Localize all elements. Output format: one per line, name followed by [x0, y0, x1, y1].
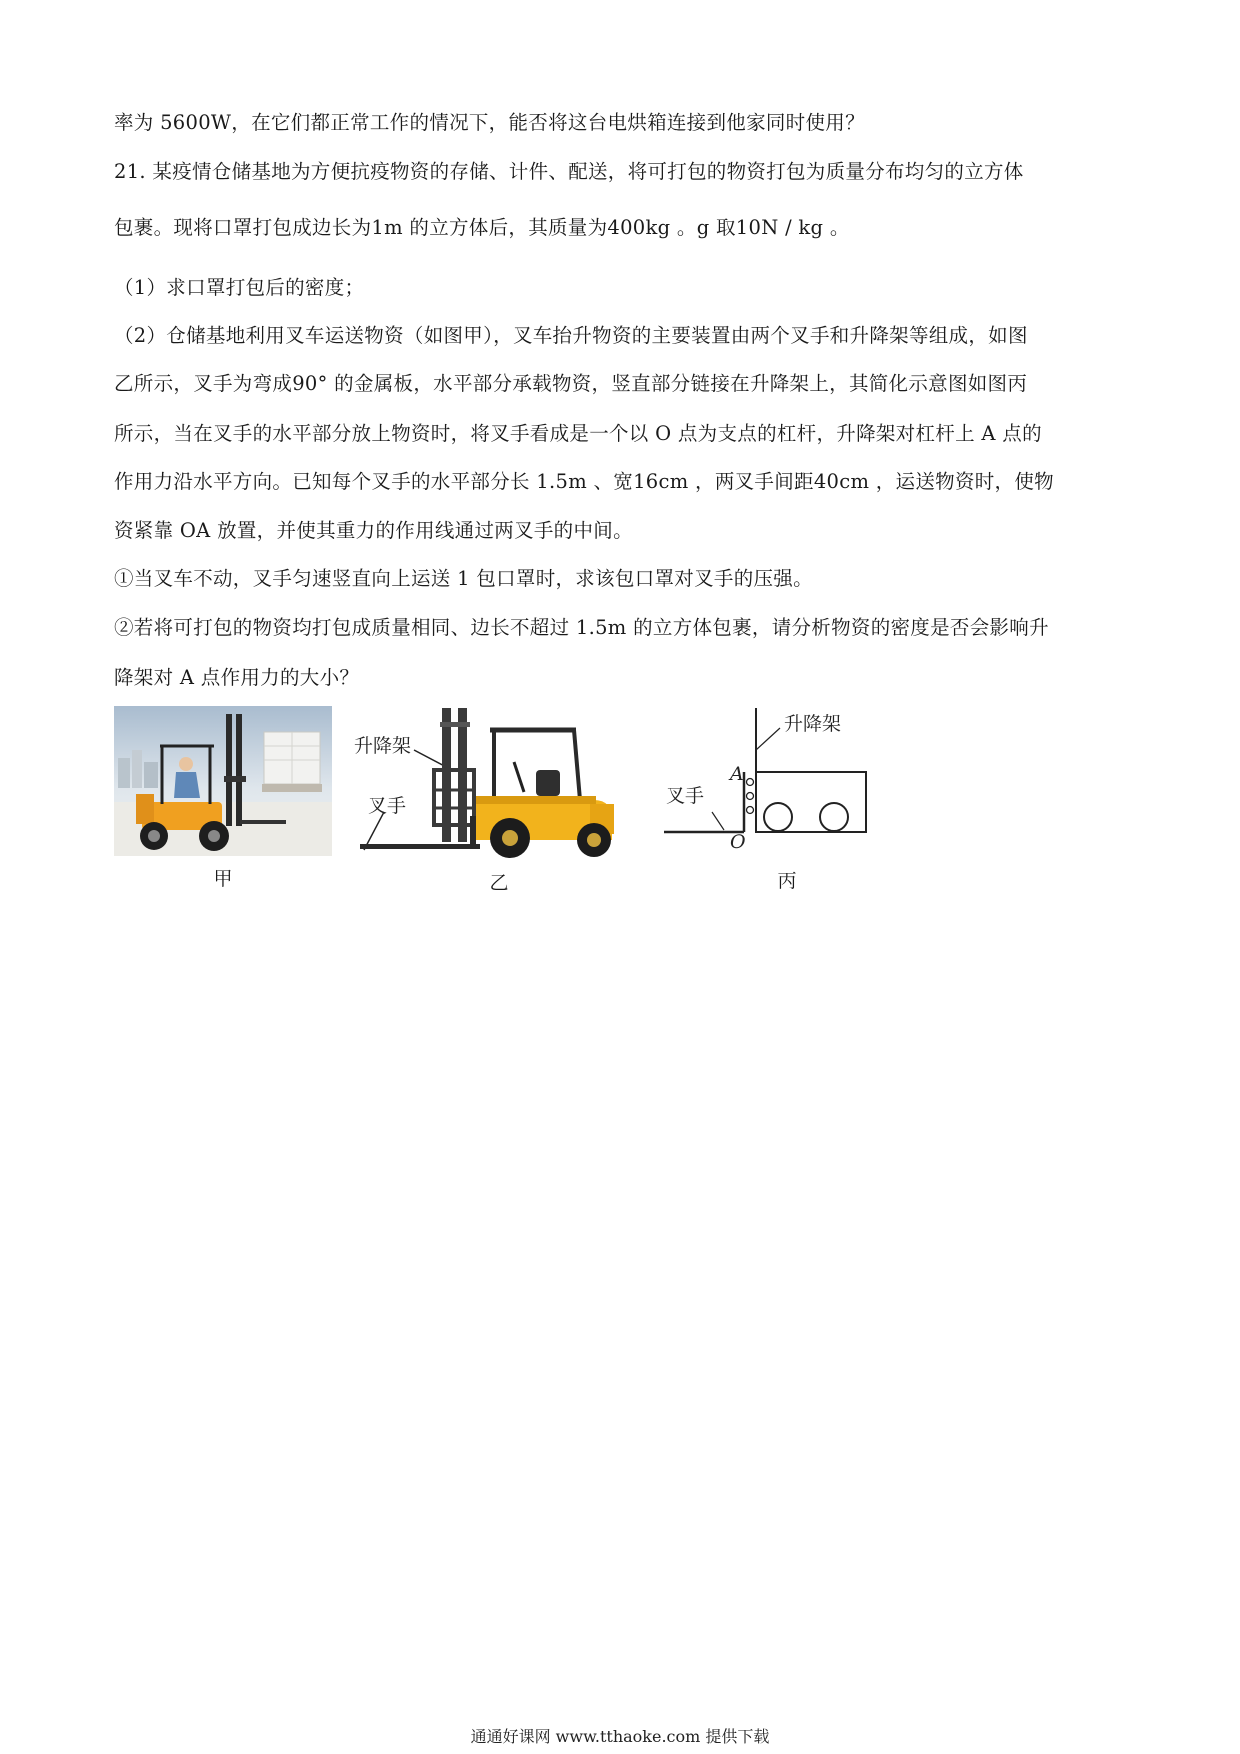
- text-line-1: 率为 5600W，在它们都正常工作的情况下，能否将这台电烘箱连接到他家同时使用？: [114, 111, 865, 134]
- bing-label-o: O: [730, 831, 746, 850]
- bing-label-fork: 叉手: [666, 785, 705, 807]
- text-line-6: 乙所示，叉手为弯成90° 的金属板，水平部分承载物资，竖直部分链接在升降架上，其简化示意图如图丙: [114, 372, 1028, 395]
- bing-label-lift: 升降架: [784, 713, 842, 735]
- question-21-intro: 21. 某疫情仓储基地为方便抗疫物资的存储、计件、配送，将可打包的物资打包为质量分布均匀的立方体: [114, 160, 1024, 183]
- text-line-12: 降架对 A 点作用力的大小？: [114, 666, 360, 689]
- bing-label-a: A: [730, 763, 744, 785]
- yi-label-lift: 升降架: [354, 735, 412, 757]
- subquestion-1: （1）求口罩打包后的密度；: [114, 276, 365, 299]
- text-line-7: 所示，当在叉手的水平部分放上物资时，将叉手看成是一个以 O 点为支点的杠杆，升降架对杠杆上 A 点的: [114, 422, 1042, 445]
- page-footer: 通通好课网 www.tthaoke.com 提供下载: [470, 1727, 770, 1746]
- subquestion-2: （2）仓储基地利用叉车运送物资（如图甲），叉车抬升物资的主要装置由两个叉手和升降架等组成，如图: [114, 324, 1028, 347]
- subquestion-2-part-1: ①当叉车不动，叉手匀速竖直向上运送 1 包口罩时，求该包口罩对叉手的压强。: [114, 567, 813, 590]
- figure-jia-caption: 甲: [213, 868, 233, 890]
- figure-yi-caption: 乙: [489, 872, 509, 894]
- figure-jia-photo: [114, 706, 332, 856]
- text-line-9: 资紧靠 OA 放置，并使其重力的作用线通过两叉手的中间。: [114, 519, 633, 542]
- figure-bing-diagram: [660, 700, 880, 850]
- text-line-3: 包裹。现将口罩打包成边长为1m 的立方体后，其质量为400kg 。g 取10N / kg 。: [114, 216, 850, 239]
- subquestion-2-part-2: ②若将可打包的物资均打包成质量相同、边长不超过 1.5m 的立方体包裹，请分析物资的密度是否会影响升: [114, 616, 1049, 639]
- figure-bing-caption: 丙: [777, 870, 797, 892]
- text-line-8: 作用力沿水平方向。已知每个叉手的水平部分长 1.5m 、宽16cm ，两叉手间距40cm ，运送物资时，使物: [114, 470, 1054, 493]
- yi-label-fork: 叉手: [368, 795, 407, 817]
- figure-yi-forklift: [354, 700, 644, 860]
